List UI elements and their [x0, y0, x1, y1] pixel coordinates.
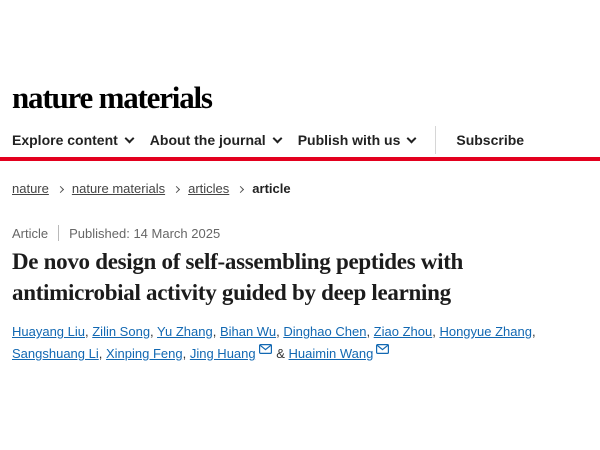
author-link[interactable]: Ziao Zhou	[373, 324, 433, 339]
breadcrumb-link-nature-materials[interactable]: nature materials	[71, 181, 166, 196]
nav-label: Explore content	[12, 132, 118, 148]
email-icon[interactable]	[376, 344, 389, 354]
article-meta	[12, 225, 220, 241]
breadcrumb-link-nature[interactable]: nature	[12, 181, 49, 196]
chevron-down-icon	[124, 133, 134, 143]
author-separator: ,	[276, 324, 284, 339]
author-separator: ,	[182, 346, 190, 361]
brand-accent-rule	[0, 157, 600, 161]
nav-label: About the journal	[149, 132, 266, 148]
nav-about-the-journal[interactable]	[150, 132, 281, 148]
breadcrumb-separator-icon	[173, 185, 180, 192]
author-separator: ,	[366, 324, 374, 339]
article-type-label: Article	[12, 225, 49, 241]
author-link[interactable]: Xinping Feng	[105, 346, 183, 361]
nav-publish-with-us[interactable]	[298, 132, 416, 148]
published-date: Published: 14 March 2025	[69, 225, 221, 241]
author-separator: ,	[85, 324, 93, 339]
nav-label: Publish with us	[297, 132, 401, 148]
author-link[interactable]: Zilin Song	[92, 324, 151, 339]
meta-divider	[58, 225, 59, 241]
nav-label: Subscribe	[456, 132, 525, 148]
author-link[interactable]: Jing Huang	[189, 346, 256, 361]
journal-logo[interactable]: nature materials	[12, 80, 212, 115]
nav-explore-content[interactable]	[12, 132, 133, 148]
author-list	[12, 321, 592, 365]
breadcrumb	[12, 181, 291, 196]
breadcrumb-link-articles[interactable]: articles	[188, 181, 230, 196]
author-link[interactable]: Huaimin Wang	[288, 346, 374, 361]
author-link[interactable]: Bihan Wu	[219, 324, 277, 339]
author-link[interactable]: Hongyue Zhang	[439, 324, 532, 339]
breadcrumb-separator-icon	[57, 185, 64, 192]
author-separator: ,	[98, 346, 106, 361]
author-link[interactable]: Sangshuang Li	[12, 346, 99, 361]
author-link[interactable]: Dinghao Chen	[283, 324, 367, 339]
nav-subscribe[interactable]	[456, 132, 524, 148]
author-separator: ,	[531, 324, 536, 339]
chevron-down-icon	[272, 133, 282, 143]
author-ampersand: &	[272, 346, 289, 361]
article-title: De novo design of self-assembling peptides with antimicrobial activity guided by deep learning	[12, 249, 464, 305]
email-icon[interactable]	[259, 344, 272, 354]
author-link[interactable]: Huayang Liu	[12, 324, 85, 339]
author-separator: ,	[150, 324, 158, 339]
author-separator: ,	[212, 324, 220, 339]
breadcrumb-current-article: article	[252, 181, 291, 196]
breadcrumb-separator-icon	[237, 185, 244, 192]
main-nav	[12, 125, 600, 155]
author-link[interactable]: Yu Zhang	[157, 324, 213, 339]
nav-divider	[435, 126, 436, 154]
chevron-down-icon	[407, 133, 417, 143]
author-separator: ,	[432, 324, 440, 339]
